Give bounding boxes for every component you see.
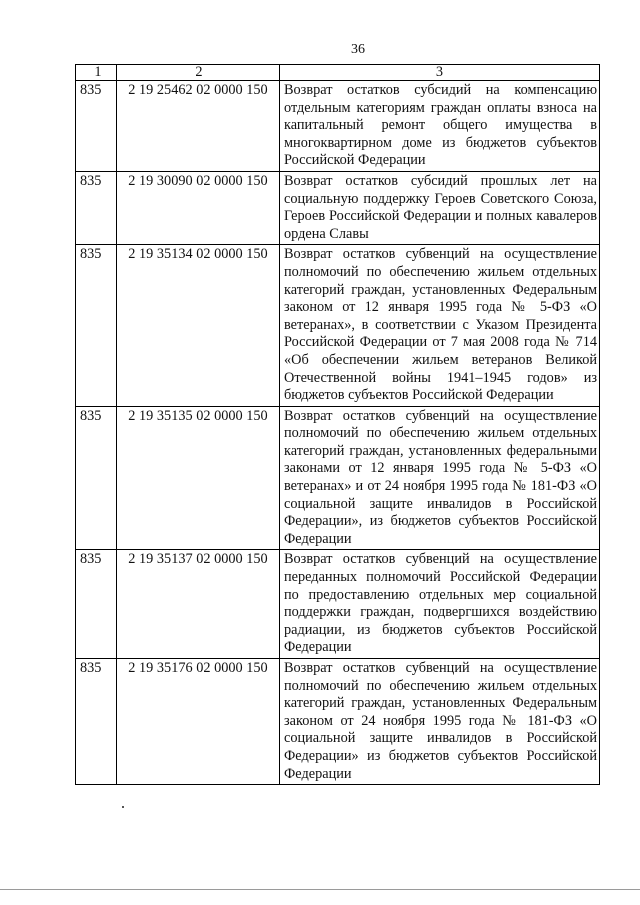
table-row [76, 550, 600, 659]
admin-code-cell: 835 [76, 550, 117, 659]
kbk-cell: 2 19 35176 02 0000 150 [117, 659, 280, 785]
column-header-2: 2 [117, 65, 280, 81]
column-header-1: 1 [76, 65, 117, 81]
table-header-row [76, 65, 600, 81]
admin-code-cell: 835 [76, 659, 117, 785]
description-cell: Возврат остатков субвенций на осуществление полномочий по обеспечению жильем отдельных категорий граждан, установленных федеральными законами от 12 января 1995 года № 5-ФЗ «О ветеранах» и от 24 ноября 1995 года № 181-ФЗ «О социальной защите инвалидов в Российской Федерации», из бюджетов субъектов Российской Федерации [280, 406, 600, 550]
kbk-cell: 2 19 35134 02 0000 150 [117, 245, 280, 406]
description-cell: Возврат остатков субвенций на осуществление полномочий по обеспечению жильем отдельных категорий граждан, установленных Федеральным законом от 24 ноября 1995 года № 181-ФЗ «О социальной защите инвалидов в Российской Федерации» из бюджетов субъектов Российской Федерации [280, 659, 600, 785]
admin-code-cell: 835 [76, 406, 117, 550]
description-cell: Возврат остатков субвенций на осуществление полномочий по обеспечению жильем отдельных категорий граждан, установленных Федеральным законом от 12 января 1995 года № 5-ФЗ «О ветеранах», в соответствии с Указом Президента Российской Федерации от 7 мая 2008 года № 714 «Об обеспечении жильем ветеранов Великой Отечественной войны 1941–1945 годов» из бюджетов субъектов Российской Федерации [280, 245, 600, 406]
budget-codes-table [75, 64, 600, 785]
kbk-cell: 2 19 35135 02 0000 150 [117, 406, 280, 550]
page-number: 36 [351, 42, 365, 57]
table-row [76, 245, 600, 406]
admin-code-cell: 835 [76, 245, 117, 406]
kbk-cell: 2 19 25462 02 0000 150 [117, 81, 280, 172]
kbk-cell: 2 19 30090 02 0000 150 [117, 171, 280, 244]
description-cell: Возврат остатков субсидий на компенсацию отдельным категориям граждан оплаты взноса на капитальный ремонт общего имущества в многоквартирном доме из бюджетов субъектов Российской Федерации [280, 81, 600, 172]
description-cell: Возврат остатков субсидий прошлых лет на социальную поддержку Героев Советского Союза, Героев Российской Федерации и полных кавалеров ордена Славы [280, 171, 600, 244]
table-row [76, 406, 600, 550]
admin-code-cell: 835 [76, 81, 117, 172]
table-row [76, 81, 600, 172]
scan-bottom-edge [0, 889, 640, 890]
table-row [76, 171, 600, 244]
scan-speck [122, 806, 124, 808]
admin-code-cell: 835 [76, 171, 117, 244]
column-header-3: 3 [280, 65, 600, 81]
description-cell: Возврат остатков субвенций на осуществление переданных полномочий Российской Федерации по предоставлению отдельных мер социальной поддержки граждан, подвергшихся воздействию радиации, из бюджетов субъектов Российской Федерации [280, 550, 600, 659]
kbk-cell: 2 19 35137 02 0000 150 [117, 550, 280, 659]
table-row [76, 659, 600, 785]
